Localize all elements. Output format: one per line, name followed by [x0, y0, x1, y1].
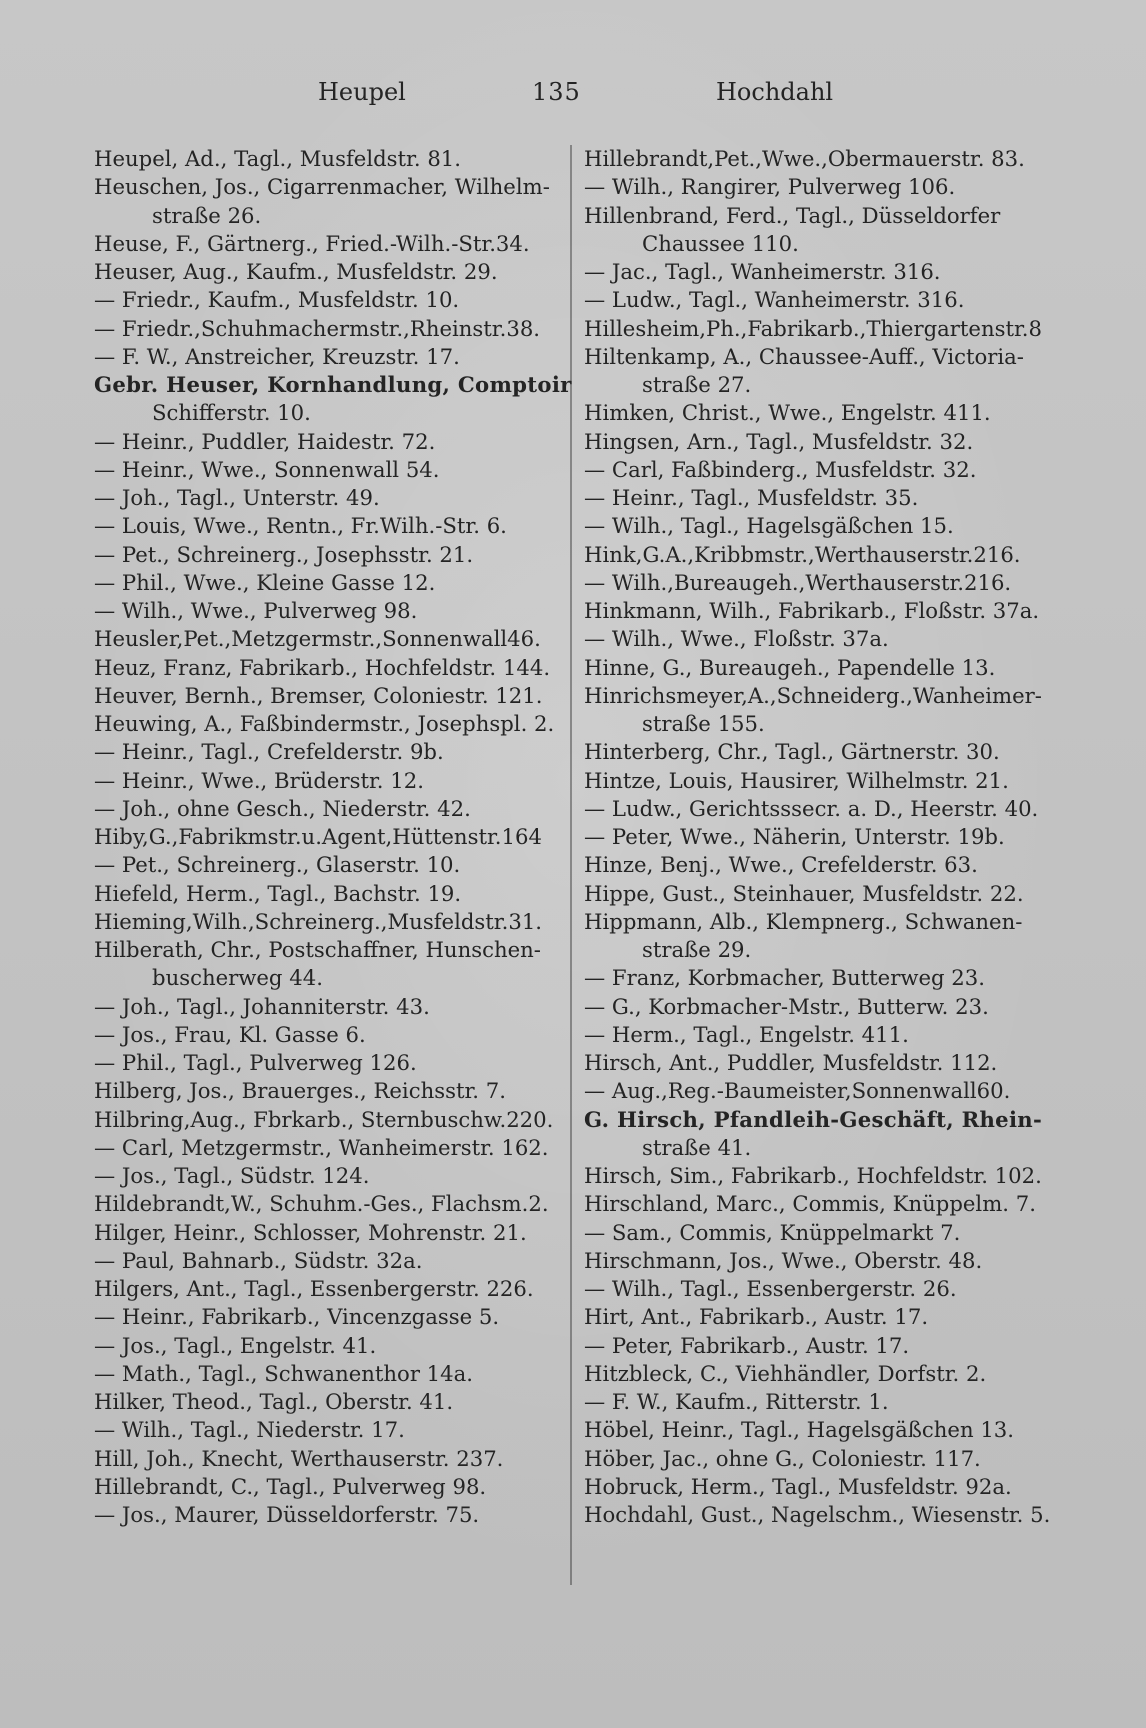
right-line-17: Hinkmann, Wilh., Fabrikarb., Floßstr. 37a. [584, 598, 1040, 623]
left-column [94, 145, 572, 1529]
left-line-38: Hildebrandt,W., Schuhm.-Ges., Flachsm.2. [94, 1191, 549, 1217]
left-line-12: — Heinr., Wwe., Sonnenwall 54. [94, 456, 440, 482]
left-line-32: — Jos., Frau, Kl. Gasse 6. [94, 1021, 366, 1047]
right-line-23: Hintze, Louis, Hausirer, Wilhelmstr. 21. [584, 767, 1009, 793]
right-line-37: Hirsch, Sim., Fabrikarb., Hochfeldstr. 102. [584, 1163, 1042, 1188]
right-line-14: — Wilh., Tagl., Hagelsgäßchen 15. [584, 513, 954, 539]
left-line-16: — Phil., Wwe., Kleine Gasse 12. [94, 569, 436, 595]
right-line-19: Hinne, G., Bureaugeh., Papendelle 13. [584, 654, 996, 680]
right-line-46: Höbel, Heinr., Tagl., Hagelsgäßchen 13. [584, 1417, 1015, 1443]
left-line-19: Heuz, Franz, Fabrikarb., Hochfeldstr. 144. [94, 654, 551, 680]
right-line-39: — Sam., Commis, Knüppelmarkt 7. [584, 1219, 961, 1245]
right-line-13: — Heinr., Tagl., Musfeldstr. 35. [584, 485, 919, 510]
right-line-33: Hirsch, Ant., Puddler, Musfeldstr. 112. [584, 1050, 998, 1075]
left-line-44: — Math., Tagl., Schwanenthor 14a. [94, 1360, 474, 1386]
right-line-5: — Jac., Tagl., Wanheimerstr. 316. [584, 259, 941, 284]
header-right-word: Hochdahl [716, 78, 834, 106]
left-line-29: Hilberath, Chr., Postschaffner, Hunschen- [94, 937, 541, 962]
left-line-21: Heuwing, A., Faßbindermstr., Josephspl. 2. [94, 711, 555, 736]
left-line-15: — Pet., Schreinerg., Josephsstr. 21. [94, 541, 474, 567]
left-line-42: — Heinr., Fabrikarb., Vincenzgasse 5. [94, 1304, 500, 1330]
right-line-35 [584, 1106, 1059, 1134]
right-line-40: Hirschmann, Jos., Wwe., Oberstr. 48. [584, 1247, 983, 1273]
left-line-39: Hilger, Heinr., Schlosser, Mohrenstr. 21. [94, 1219, 527, 1245]
left-line-36: — Carl, Metzgermstr., Wanheimerstr. 162. [94, 1134, 549, 1160]
left-line-2: Heuschen, Jos., Cigarrenmacher, Wilhelm- [94, 174, 550, 200]
right-line-15: Hink,G.A.,Kribbmstr.,Werthauserstr.216. [584, 541, 1021, 567]
right-line-49: Hochdahl, Gust., Nagelschm., Wiesenstr. 5. [584, 1502, 1051, 1527]
right-line-22: Hinterberg, Chr., Tagl., Gärtnerstr. 30. [584, 739, 1000, 765]
left-line-4: Heuse, F., Gärtnerg., Fried.-Wilh.-Str.34. [94, 230, 530, 256]
right-line-2: — Wilh., Rangirer, Pulverweg 106. [584, 174, 956, 200]
left-line-28: Hieming,Wilh.,Schreinerg.,Musfeldstr.31. [94, 908, 543, 934]
right-line-10: Himken, Christ., Wwe., Engelstr. 411. [584, 400, 991, 426]
left-line-13: — Joh., Tagl., Unterstr. 49. [94, 485, 380, 510]
left-line-20: Heuver, Bernh., Bremser, Coloniestr. 121. [94, 682, 543, 708]
left-line-45: Hilker, Theod., Tagl., Oberstr. 41. [94, 1389, 454, 1414]
left-line-14: — Louis, Wwe., Rentn., Fr.Wilh.-Str. 6. [94, 513, 507, 539]
right-line-6: — Ludw., Tagl., Wanheimerstr. 316. [584, 287, 965, 313]
left-line-48: Hillebrandt, C., Tagl., Pulverweg 98. [94, 1473, 487, 1499]
right-line-36: straße 41. [642, 1134, 752, 1160]
left-line-46: — Wilh., Tagl., Niederstr. 17. [94, 1417, 405, 1443]
page-number: 135 [532, 78, 581, 106]
left-line-37: — Jos., Tagl., Südstr. 124. [94, 1163, 370, 1188]
left-line-49: — Jos., Maurer, Düsseldorferstr. 75. [94, 1502, 480, 1527]
right-line-42: Hirt, Ant., Fabrikarb., Austr. 17. [584, 1304, 929, 1330]
left-line-25: Hiby,G.,Fabrikmstr.u.Agent,Hüttenstr.164 [94, 824, 542, 849]
right-line-25: — Peter, Wwe., Näherin, Unterstr. 19b. [584, 824, 1005, 849]
page-header [0, 78, 1146, 118]
right-line-26: Hinze, Benj., Wwe., Crefelderstr. 63. [584, 852, 978, 878]
right-line-30: — Franz, Korbmacher, Butterweg 23. [584, 965, 985, 991]
left-line-43: — Jos., Tagl., Engelstr. 41. [94, 1332, 377, 1358]
left-line-5: Heuser, Aug., Kaufm., Musfeldstr. 29. [94, 259, 498, 284]
right-line-45: — F. W., Kaufm., Ritterstr. 1. [584, 1389, 889, 1414]
left-line-47: Hill, Joh., Knecht, Werthauserstr. 237. [94, 1445, 504, 1471]
right-line-3: Hillenbrand, Ferd., Tagl., Düsseldorfer [584, 202, 1001, 228]
right-line-20: Hinrichsmeyer,A.,Schneiderg.,Wanheimer- [584, 682, 1042, 708]
left-line-26: — Pet., Schreinerg., Glaserstr. 10. [94, 852, 461, 878]
left-line-10: Schifferstr. 10. [152, 400, 311, 426]
left-line-18: Heusler,Pet.,Metzgermstr.,Sonnenwall46. [94, 626, 541, 652]
right-line-38: Hirschland, Marc., Commis, Knüppelm. 7. [584, 1191, 1036, 1217]
right-line-32: — Herm., Tagl., Engelstr. 411. [584, 1021, 909, 1047]
right-line-21: straße 155. [642, 711, 765, 736]
left-line-24: — Joh., ohne Gesch., Niederstr. 42. [94, 795, 471, 821]
left-line-3: straße 26. [152, 202, 262, 228]
left-line-6: — Friedr., Kaufm., Musfeldstr. 10. [94, 287, 460, 313]
left-line-30: buscherweg 44. [152, 965, 323, 991]
left-line-33: — Phil., Tagl., Pulverweg 126. [94, 1050, 417, 1075]
header-left-word: Heupel [318, 78, 406, 106]
right-line-43: — Peter, Fabrikarb., Austr. 17. [584, 1332, 910, 1358]
column-divider [570, 145, 572, 1585]
left-line-8: — F. W., Anstreicher, Kreuzstr. 17. [94, 343, 460, 369]
left-line-27: Hiefeld, Herm., Tagl., Bachstr. 19. [94, 880, 462, 906]
right-line-7: Hillesheim,Ph.,Fabrikarb.,Thiergartenstr.8 [584, 315, 1043, 341]
right-line-11: Hingsen, Arn., Tagl., Musfeldstr. 32. [584, 428, 974, 454]
right-line-4: Chaussee 110. [642, 230, 799, 256]
left-line-40: — Paul, Bahnarb., Südstr. 32a. [94, 1247, 423, 1273]
right-line-18: — Wilh., Wwe., Floßstr. 37a. [584, 626, 889, 652]
left-line-31: — Joh., Tagl., Johanniterstr. 43. [94, 993, 430, 1019]
left-line-9 [94, 371, 572, 399]
left-line-11: — Heinr., Puddler, Haidestr. 72. [94, 428, 436, 454]
bold-entry-heading: Gebr. Heuser, Kornhandlung, Comptoir [94, 372, 572, 397]
right-line-44: Hitzbleck, C., Viehhändler, Dorfstr. 2. [584, 1360, 987, 1386]
right-line-41: — Wilh., Tagl., Essenbergerstr. 26. [584, 1276, 957, 1301]
left-line-17: — Wilh., Wwe., Pulverweg 98. [94, 598, 418, 623]
left-line-34: Hilberg, Jos., Brauerges., Reichsstr. 7. [94, 1078, 506, 1104]
right-line-27: Hippe, Gust., Steinhauer, Musfeldstr. 22. [584, 880, 1024, 906]
right-line-9: straße 27. [642, 372, 752, 397]
left-line-23: — Heinr., Wwe., Brüderstr. 12. [94, 767, 424, 793]
right-line-31: — G., Korbmacher-Mstr., Butterw. 23. [584, 993, 989, 1019]
right-line-8: Hiltenkamp, A., Chaussee-Auff., Victoria- [584, 343, 1024, 369]
right-line-1: Hillebrandt,Pet.,Wwe.,Obermauerstr. 83. [584, 146, 1025, 171]
left-line-35: Hilbring,Aug., Fbrkarb., Sternbuschw.220. [94, 1106, 554, 1132]
right-line-12: — Carl, Faßbinderg., Musfeldstr. 32. [584, 456, 977, 482]
left-line-41: Hilgers, Ant., Tagl., Essenbergerstr. 226. [94, 1276, 534, 1301]
right-line-47: Höber, Jac., ohne G., Coloniestr. 117. [584, 1445, 981, 1471]
right-line-48: Hobruck, Herm., Tagl., Musfeldstr. 92a. [584, 1473, 1012, 1499]
left-line-7: — Friedr.,Schuhmachermstr.,Rheinstr.38. [94, 315, 541, 341]
right-column [584, 145, 1059, 1529]
right-line-16: — Wilh.,Bureaugeh.,Werthauserstr.216. [584, 569, 1012, 595]
right-line-28: Hippmann, Alb., Klempnerg., Schwanen- [584, 908, 1023, 934]
right-line-34: — Aug.,Reg.-Baumeister,Sonnenwall60. [584, 1078, 1011, 1104]
right-line-24: — Ludw., Gerichtsssecr. a. D., Heerstr. 40. [584, 795, 1039, 821]
left-line-22: — Heinr., Tagl., Crefelderstr. 9b. [94, 739, 444, 765]
left-line-1: Heupel, Ad., Tagl., Musfeldstr. 81. [94, 146, 462, 171]
bold-entry-heading: G. Hirsch, Pfandleih-Geschäft, Rhein- [584, 1106, 1043, 1132]
right-line-29: straße 29. [642, 937, 752, 962]
